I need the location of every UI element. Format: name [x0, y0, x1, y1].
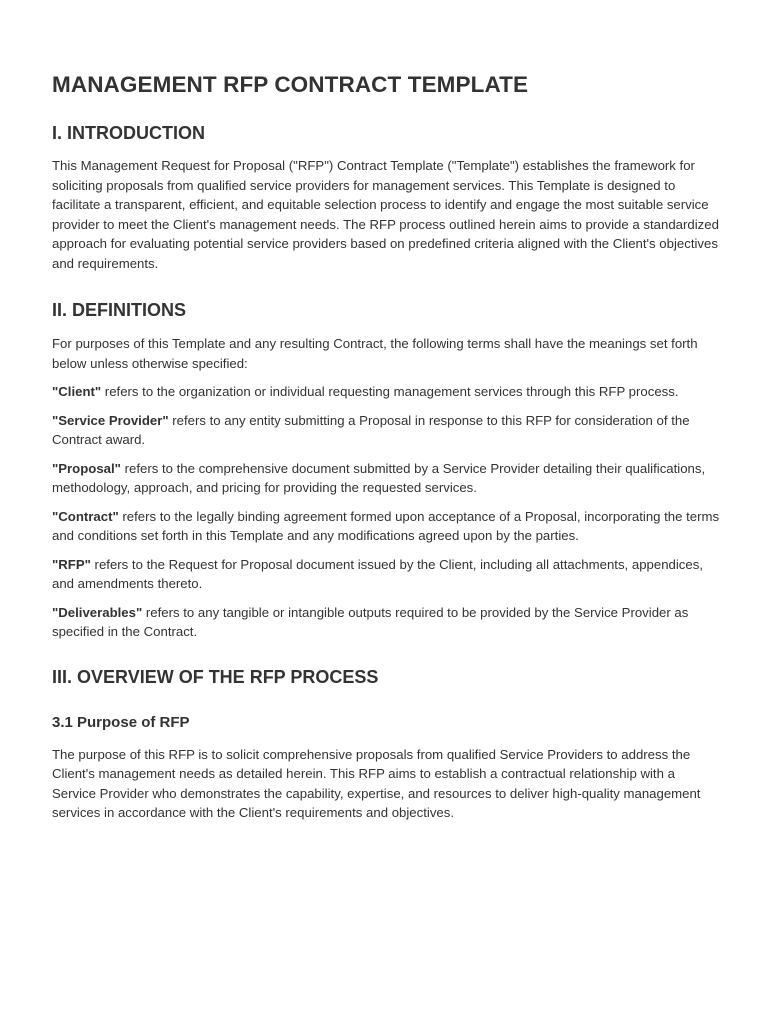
definition-term: "Service Provider": [52, 412, 169, 428]
definition-service-provider: [52, 411, 722, 450]
definition-term: "Client": [52, 384, 102, 399]
definition-client: [52, 382, 722, 402]
definition-text: refers to the organization or individual requesting management services through this RFP process.: [101, 384, 679, 399]
definition-deliverables: [52, 603, 722, 642]
definition-rfp: [52, 555, 722, 594]
definitions-heading: II. DEFINITIONS: [52, 300, 187, 320]
definition-text: refers to any tangible or intangible outputs required to be provided by the Service Provider as specified in the Contract.: [52, 604, 689, 639]
definition-term: "Proposal": [52, 460, 121, 476]
purpose-subheading: 3.1 Purpose of RFP: [52, 713, 190, 731]
definitions-intro-paragraph: For purposes of this Template and any resulting Contract, the following terms shall have the meanings set forth below unless otherwise specified:: [52, 336, 698, 371]
purpose-paragraph: The purpose of this RFP is to solicit comprehensive proposals from qualified Service Providers to address the Client's management needs as detailed herein. This RFP aims to establish a contractual relationship with a Service Provider who demonstrates the capability, expertise, and resources to deliver high-quality management services in accordance with the Client's requirements and objectives.: [52, 746, 701, 820]
definition-proposal: [52, 459, 722, 498]
definition-text: refers to the comprehensive document submitted by a Service Provider detailing their qualifications, methodology, approach, and pricing for providing the requested services.: [52, 460, 706, 495]
document-title: MANAGEMENT RFP CONTRACT TEMPLATE: [52, 72, 529, 97]
introduction-paragraph: This Management Request for Proposal ("RFP") Contract Template ("Template") establishes the framework for soliciting proposals from qualified service providers for management services. This Template is designed to facilitate a transparent, efficient, and equitable selection process to identify and engage the most suitable service provider to meet the Client's management needs. The RFP process outlined herein aims to provide a standardized approach for evaluating potential service providers based on predefined criteria aligned with the Client's objectives and requirements.: [52, 158, 719, 271]
definition-term: "Deliverables": [52, 604, 143, 620]
definition-contract: [52, 507, 722, 546]
overview-heading: III. OVERVIEW OF THE RFP PROCESS: [52, 666, 379, 687]
document-page: [52, 66, 722, 823]
definition-text: refers to any entity submitting a Proposal in response to this RFP for consideration of the Contract award.: [52, 412, 690, 447]
definition-term: "RFP": [52, 556, 91, 572]
introduction-heading: I. INTRODUCTION: [52, 123, 205, 143]
definition-term: "Contract": [52, 508, 119, 524]
definition-text: refers to the Request for Proposal document issued by the Client, including all attachments, appendices, and amendments thereto.: [52, 556, 703, 591]
definition-text: refers to the legally binding agreement formed upon acceptance of a Proposal, incorporating the terms and conditions set forth in this Template and any modifications agreed upon by the parties.: [52, 508, 720, 543]
